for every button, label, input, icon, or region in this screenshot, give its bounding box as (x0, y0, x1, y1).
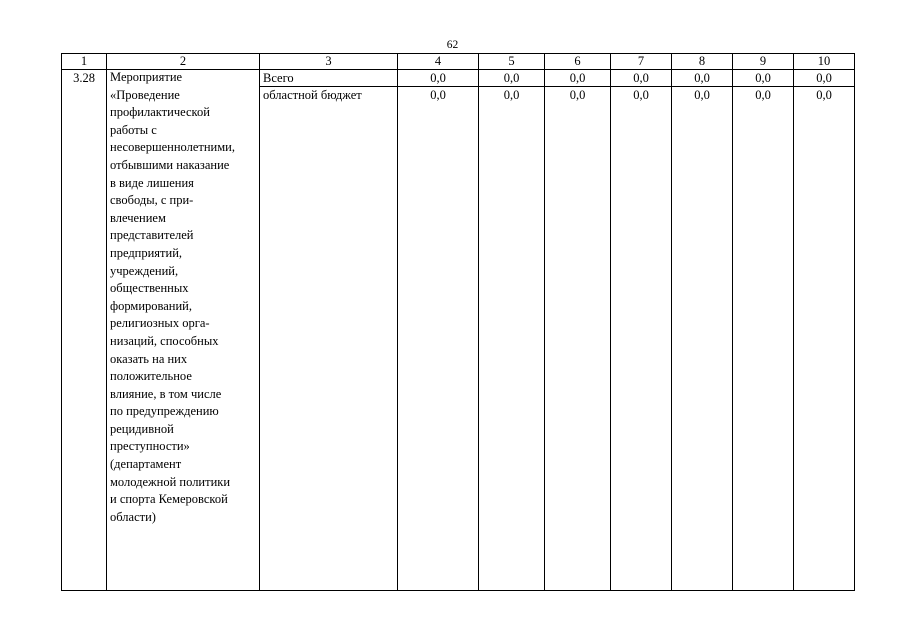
value-cell: 0,0 (672, 87, 733, 591)
value-cell: 0,0 (672, 70, 733, 87)
column-header-8: 8 (672, 54, 733, 70)
value-cell: 0,0 (611, 70, 672, 87)
measure-number: 3.28 (62, 70, 107, 591)
column-header-5: 5 (479, 54, 545, 70)
value-cell: 0,0 (479, 87, 545, 591)
column-header-6: 6 (545, 54, 611, 70)
column-header-7: 7 (611, 54, 672, 70)
value-cell: 0,0 (545, 70, 611, 87)
column-header-4: 4 (398, 54, 479, 70)
measure-description: Мероприятие «Проведение профилактической работы с несовершеннолетними, отбывшими наказание в виде лишения свободы, с при- влечением представителей предприятий, учреждений, общественных формирований, религиозных орга- низаций, способных оказать на них положительное влияние, в том числе по предупреждению рецидивной преступности» (департамент молодежной политики и спорта Кемеровской области) (110, 70, 235, 524)
value-cell: 0,0 (794, 87, 855, 591)
value-cell: 0,0 (545, 87, 611, 591)
value-cell: 0,0 (733, 87, 794, 591)
column-header-9: 9 (733, 54, 794, 70)
source-label-regional-budget: областной бюджет (260, 87, 398, 591)
header-row (62, 54, 855, 70)
page-number: 62 (446, 39, 459, 51)
column-header-3: 3 (260, 54, 398, 70)
budget-table (61, 53, 855, 591)
column-header-10: 10 (794, 54, 855, 70)
value-cell: 0,0 (794, 70, 855, 87)
table-row-total (62, 70, 855, 87)
value-cell: 0,0 (479, 70, 545, 87)
value-cell: 0,0 (398, 70, 479, 87)
measure-description-cell (107, 70, 260, 591)
column-header-2: 2 (107, 54, 260, 70)
value-cell: 0,0 (398, 87, 479, 591)
source-label-total: Всего (260, 70, 398, 87)
column-header-1: 1 (62, 54, 107, 70)
value-cell: 0,0 (733, 70, 794, 87)
value-cell: 0,0 (611, 87, 672, 591)
